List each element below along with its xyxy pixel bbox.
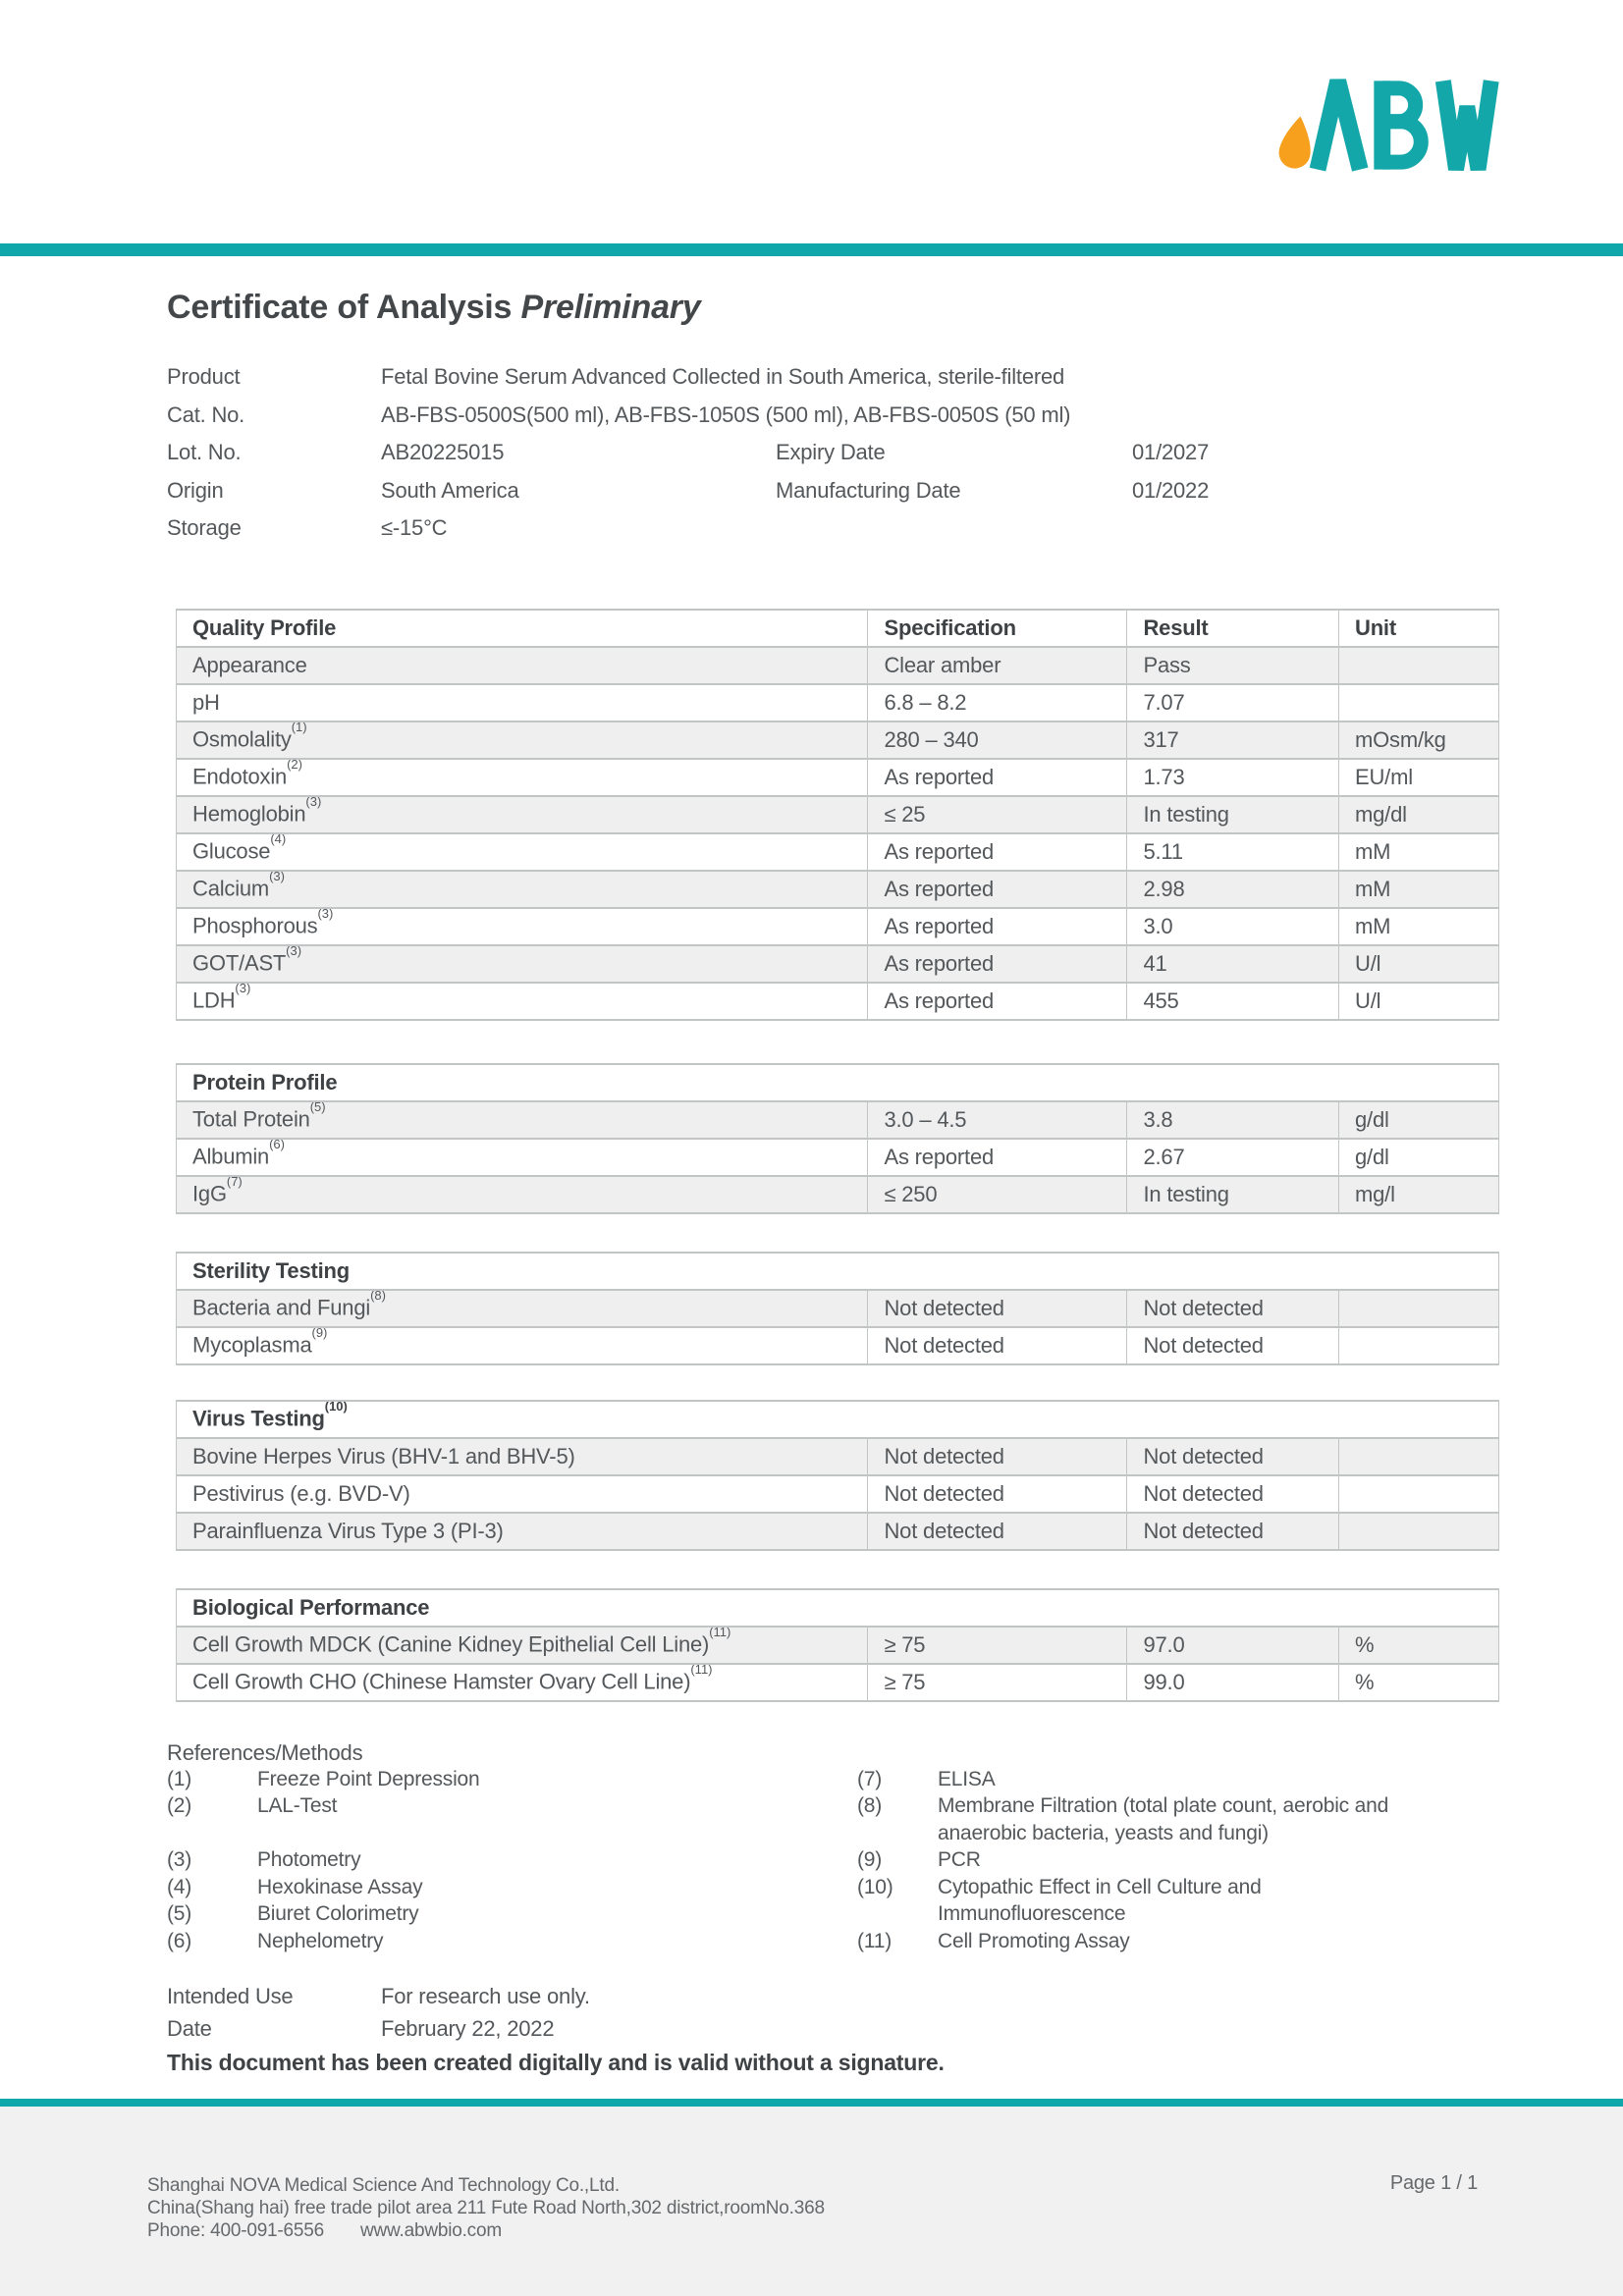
page-title-preliminary: Preliminary [520,289,701,326]
table-row [177,1327,1499,1364]
page-title [167,287,1507,328]
reference-number: (8) [857,1794,883,1817]
reference-text: Cell Promoting Assay [938,1929,1130,1952]
abw-logo-graphic [1271,69,1502,182]
accent-divider-top [0,243,1623,256]
specification-cell: Not detected [868,1438,1127,1475]
result-cell: 317 [1127,721,1339,759]
reference-sup: (3) [305,795,322,810]
references-heading: References/Methods [167,1739,363,1765]
reference-item [167,1900,857,1928]
reference-item [857,1792,1507,1846]
reference-sup: (3) [235,982,251,996]
parameter-cell: Albumin$^{(6)}$ [177,1139,868,1176]
data-table [176,1252,1499,1365]
reference-item [857,1846,1507,1874]
parameter-cell: Total Protein$^{(5)}$ [177,1101,868,1139]
reference-sup: (7) [226,1175,243,1190]
storage-value: ≤-15°C [381,515,448,541]
unit-cell [1339,647,1499,684]
unit-cell: mM [1339,908,1499,945]
reference-sup: (3) [317,907,334,922]
table-row [177,945,1499,983]
result-cell: 99.0 [1127,1664,1339,1701]
table-header-row [177,610,1499,647]
reference-sup: (6) [269,1138,285,1152]
table-row [177,983,1499,1020]
result-cell: Not detected [1127,1327,1339,1364]
unit-cell: EU/ml [1339,759,1499,796]
specification-cell: As reported [868,1139,1127,1176]
result-cell: 3.8 [1127,1101,1339,1139]
specification-cell: ≤ 25 [868,796,1127,833]
references-right-column [857,1766,1507,1955]
reference-item [857,1766,1507,1793]
reference-number: (3) [167,1848,192,1871]
page-number: Page 1 / 1 [1389,2172,1478,2194]
reference-number: (6) [167,1929,192,1952]
parameter-cell: Calcium$^{(3)}$ [177,871,868,908]
reference-text: LAL-Test [257,1794,338,1817]
table-row [177,759,1499,796]
section-title: Protein Profile [177,1064,1499,1101]
expiry-date-label: Expiry Date [776,440,886,465]
result-cell: Not detected [1127,1513,1339,1550]
product-value: Fetal Bovine Serum Advanced Collected in South America, sterile-filtered [381,364,1065,390]
origin-value: South America [381,477,519,503]
parameter-cell: GOT/AST$^{(3)}$ [177,945,868,983]
result-cell: 2.67 [1127,1139,1339,1176]
reference-number: (4) [167,1875,192,1898]
result-cell: 7.07 [1127,684,1339,721]
company-info [147,2174,825,2242]
reference-text: Hexokinase Assay [257,1875,423,1898]
result-cell: 455 [1127,983,1339,1020]
unit-cell [1339,1475,1499,1513]
intended-use-value: For research use only. [381,1983,590,2008]
reference-sup: (11) [709,1626,731,1640]
origin-label: Origin [167,477,224,503]
references-list [167,1766,1507,1955]
result-cell: 5.11 [1127,833,1339,871]
data-table [176,1063,1499,1214]
cat-no-value: AB-FBS-0500S(500 ml), AB-FBS-1050S (500 ml), AB-FBS-0050S (50 ml) [381,401,1071,427]
table-header-row [177,1253,1499,1290]
specification-cell: Clear amber [868,647,1127,684]
parameter-cell: Hemoglobin$^{(3)}$ [177,796,868,833]
result-cell: Not detected [1127,1438,1339,1475]
reference-sup: (4) [270,832,287,847]
reference-number: (11) [857,1929,892,1952]
parameter-cell: Pestivirus (e.g. BVD-V) [177,1475,868,1513]
expiry-date-value: 01/2027 [1132,440,1210,465]
table-row [177,1513,1499,1550]
sterility-testing-table [176,1252,1507,1365]
table-row [177,1664,1499,1701]
product-info [167,358,1507,548]
table-header-row [177,1589,1499,1627]
specification-cell: As reported [868,908,1127,945]
reference-item [167,1928,857,1955]
parameter-cell: Osmolality$^{(1)}$ [177,721,868,759]
unit-cell [1339,1327,1499,1364]
unit-cell: U/l [1339,945,1499,983]
page-footer [0,2107,1623,2296]
table-row [177,1139,1499,1176]
phone-number: Phone: 400-091-6556 [147,2220,325,2241]
cat-no-label: Cat. No. [167,401,245,427]
parameter-cell: Cell Growth CHO (Chinese Hamster Ovary Cell Line)$^{(11)}$ [177,1664,868,1701]
reference-number: (10) [857,1875,893,1898]
section-title: Sterility Testing [177,1253,1499,1290]
reference-item [167,1792,857,1820]
parameter-cell: Bacteria and Fungi$^{(8)}$ [177,1290,868,1327]
specification-cell: 6.8 – 8.2 [868,684,1127,721]
info-row-lot [167,434,1507,472]
company-name: Shanghai NOVA Medical Science And Technology Co.,Ltd. [147,2175,620,2196]
specification-cell: As reported [868,945,1127,983]
reference-number: (5) [167,1902,192,1925]
lot-no-value: AB20225015 [381,440,505,465]
reference-text: ELISA [938,1767,996,1790]
reference-text: Nephelometry [257,1929,384,1952]
company-address: China(Shang hai) free trade pilot area 211 Fute Road North,302 district,roomNo.368 [147,2198,825,2218]
reference-item [167,1846,857,1874]
reference-text: Biuret Colorimetry [257,1902,419,1925]
column-header: Result [1127,610,1339,647]
specification-cell: 280 – 340 [868,721,1127,759]
info-row-storage [167,509,1507,548]
specification-cell: Not detected [868,1513,1127,1550]
result-cell: Pass [1127,647,1339,684]
unit-cell: mg/dl [1339,796,1499,833]
table-row [177,1475,1499,1513]
info-row-cat [167,397,1507,435]
reference-sup: (8) [370,1289,386,1304]
document-body [167,287,1507,2079]
reference-sup: (9) [311,1326,328,1341]
reference-number: (1) [167,1767,192,1790]
table-row [177,908,1499,945]
specification-cell: As reported [868,983,1127,1020]
result-cell: 2.98 [1127,871,1339,908]
unit-cell [1339,1290,1499,1327]
parameter-cell: Cell Growth MDCK (Canine Kidney Epithelial Cell Line)$^{(11)}$ [177,1627,868,1664]
table-row [177,833,1499,871]
parameter-cell: Endotoxin$^{(2)}$ [177,759,868,796]
info-row-product [167,358,1507,397]
reference-text: Photometry [257,1848,361,1871]
table-row [177,721,1499,759]
data-table [176,1400,1499,1551]
manufacturing-date-value: 01/2022 [1132,477,1210,503]
specification-cell: As reported [868,871,1127,908]
specification-cell: Not detected [868,1327,1127,1364]
column-header: Specification [868,610,1127,647]
result-cell: In testing [1127,1176,1339,1213]
parameter-cell: IgG$^{(7)}$ [177,1176,868,1213]
page-title-main: Certificate of Analysis [167,289,513,326]
protein-profile-table [176,1063,1507,1214]
unit-cell: mg/l [1339,1176,1499,1213]
unit-cell [1339,1438,1499,1475]
unit-cell: % [1339,1627,1499,1664]
intended-use-block [167,1980,1507,2079]
reference-text: PCR [938,1848,981,1871]
lot-no-label: Lot. No. [167,440,242,465]
reference-text: Freeze Point Depression [257,1767,480,1790]
parameter-cell: Mycoplasma$^{(9)}$ [177,1327,868,1364]
unit-cell: mM [1339,833,1499,871]
parameter-cell: Parainfluenza Virus Type 3 (PI-3) [177,1513,868,1550]
website-url: www.abwbio.com [360,2220,502,2241]
product-label: Product [167,364,241,390]
droplet-icon [1276,114,1316,171]
table-row [177,796,1499,833]
unit-cell: g/dl [1339,1101,1499,1139]
accent-divider-bottom [0,2099,1623,2107]
digital-validity-note: This document has been created digitally and is valid without a signature. [167,2050,945,2075]
reference-item [857,1874,1507,1928]
parameter-cell: LDH$^{(3)}$ [177,983,868,1020]
unit-cell: mOsm/kg [1339,721,1499,759]
specification-cell: Not detected [868,1475,1127,1513]
intended-use-label: Intended Use [167,1983,294,2008]
table-header-row [177,1064,1499,1101]
reference-item [857,1928,1507,1955]
abw-letters [1318,80,1491,169]
manufacturing-date-label: Manufacturing Date [776,477,961,503]
data-table [176,1588,1499,1702]
biological-performance-table [176,1588,1507,1702]
reference-sup: (5) [309,1100,326,1115]
unit-cell: % [1339,1664,1499,1701]
reference-number: (9) [857,1848,883,1871]
parameter-cell: Glucose$^{(4)}$ [177,833,868,871]
table-header-row [177,1401,1499,1438]
reference-item [167,1766,857,1793]
result-cell: In testing [1127,796,1339,833]
unit-cell [1339,684,1499,721]
column-header: Unit [1339,610,1499,647]
result-cell: Not detected [1127,1475,1339,1513]
specification-cell: ≥ 75 [868,1664,1127,1701]
table-row [177,1438,1499,1475]
specification-cell: As reported [868,759,1127,796]
reference-sup: (1) [291,721,307,735]
parameter-cell: Phosphorous$^{(3)}$ [177,908,868,945]
specification-cell: 3.0 – 4.5 [868,1101,1127,1139]
abw-logo [1271,69,1502,182]
section-title: Biological Performance [177,1589,1499,1627]
reference-number: (7) [857,1767,883,1790]
table-row [177,1101,1499,1139]
reference-sup: (3) [286,944,302,959]
table-row [177,684,1499,721]
table-row [177,1176,1499,1213]
result-cell: 3.0 [1127,908,1339,945]
references-left-column [167,1766,857,1955]
parameter-cell: Bovine Herpes Virus (BHV-1 and BHV-5) [177,1438,868,1475]
unit-cell: U/l [1339,983,1499,1020]
column-header: Quality Profile [177,610,868,647]
intended-use-row [167,1980,1507,2012]
reference-text: Cytopathic Effect in Cell Culture and Immunofluorescence [938,1875,1262,1925]
info-row-origin [167,472,1507,510]
parameter-cell: pH [177,684,868,721]
reference-sup: (3) [269,870,285,884]
specification-cell: ≤ 250 [868,1176,1127,1213]
specification-cell: As reported [868,833,1127,871]
quality-profile-table [176,609,1507,1021]
section-title-sup: (10) [324,1400,348,1415]
table-row [177,871,1499,908]
date-label: Date [167,2015,212,2041]
reference-item [167,1874,857,1901]
unit-cell [1339,1513,1499,1550]
virus-testing-table [176,1400,1507,1551]
reference-sup: (2) [287,758,302,773]
result-cell: 1.73 [1127,759,1339,796]
reference-sup: (11) [690,1663,713,1678]
unit-cell: mM [1339,871,1499,908]
table-row [177,647,1499,684]
date-value: February 22, 2022 [381,2015,555,2041]
parameter-cell: Appearance [177,647,868,684]
section-title: Virus Testing$^{(10)}$ [177,1401,1499,1438]
table-row [177,1627,1499,1664]
date-row [167,2012,1507,2045]
result-cell: Not detected [1127,1290,1339,1327]
result-cell: 41 [1127,945,1339,983]
data-table [176,609,1499,1021]
contact-line [147,2219,825,2242]
table-row [177,1290,1499,1327]
storage-label: Storage [167,515,242,541]
result-cell: 97.0 [1127,1627,1339,1664]
reference-number: (2) [167,1794,192,1817]
unit-cell: g/dl [1339,1139,1499,1176]
specification-cell: Not detected [868,1290,1127,1327]
specification-cell: ≥ 75 [868,1627,1127,1664]
reference-text: Membrane Filtration (total plate count, aerobic and anaerobic bacteria, yeasts and fungi) [938,1794,1389,1844]
